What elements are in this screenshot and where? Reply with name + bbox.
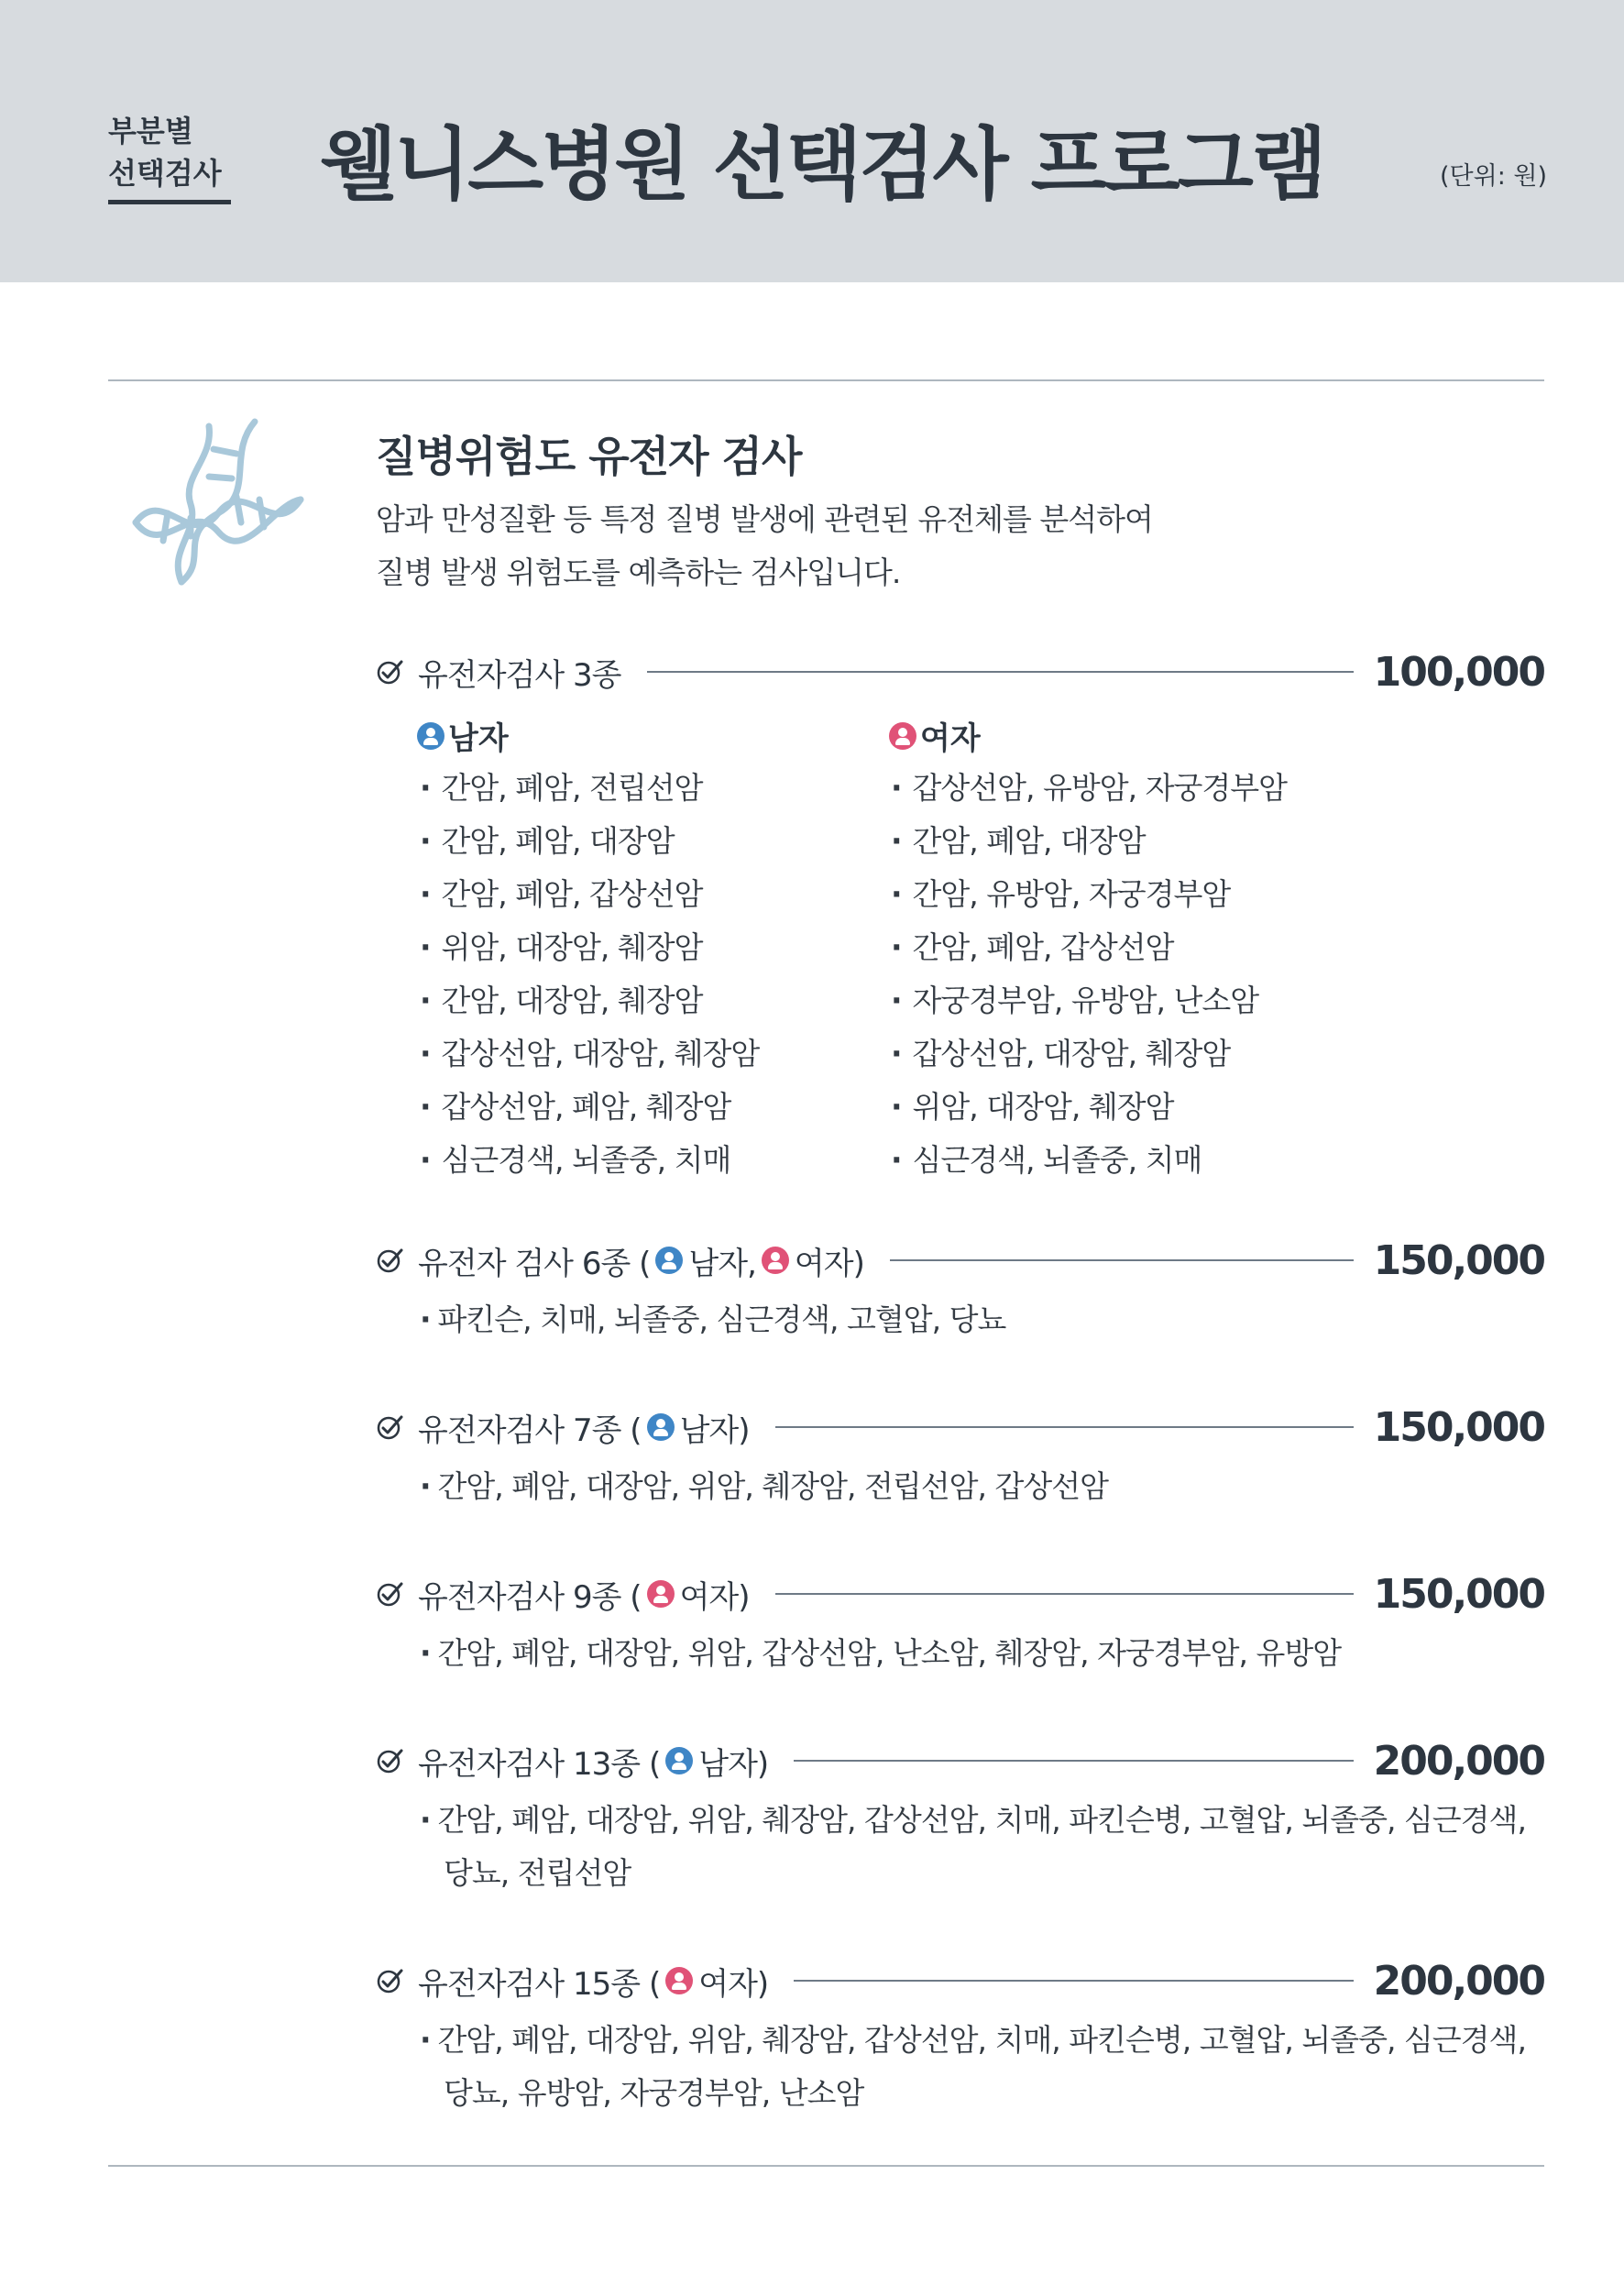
test-item-name: 유전자 검사 6종 ( xyxy=(418,1245,651,1282)
test-item-title xyxy=(418,1739,768,1784)
test-item-3 xyxy=(376,647,1544,697)
category-label-line2: 선택검사 xyxy=(108,156,222,191)
list-item: · 위암, 대장암, 췌장암 xyxy=(420,921,759,974)
test-item-name: 유전자검사 13종 ( xyxy=(418,1745,661,1783)
bottom-divider xyxy=(108,2165,1544,2167)
section-desc-line2: 질병 발생 위험도를 예측하는 검사입니다. xyxy=(376,555,901,590)
leader-line xyxy=(794,1760,1353,1762)
female-heading-label: 여자 xyxy=(920,720,981,757)
page-header xyxy=(0,0,1624,282)
male-person-icon xyxy=(655,1247,683,1274)
male-heading xyxy=(417,713,509,758)
female-label: 여자) xyxy=(794,1245,864,1282)
male-test-list xyxy=(420,762,759,1187)
male-heading-label: 남자 xyxy=(448,720,509,757)
list-item: · 간암, 폐암, 대장암 xyxy=(891,815,1287,868)
female-person-icon xyxy=(647,1580,675,1608)
female-heading xyxy=(889,713,981,758)
list-item: · 갑상선암, 대장암, 췌장암 xyxy=(420,1027,759,1081)
test-item-title xyxy=(418,1405,750,1450)
test-item-body: · 간암, 폐암, 대장암, 위암, 췌장암, 갑상선암, 치매, 파킨슨병, 고혈압, 뇌졸중, 심근경색, 당뇨, 유방암, 자궁경부암, 난소암 xyxy=(420,2022,1526,2111)
check-icon xyxy=(376,657,405,687)
test-item-contents: 간암, 폐암, 대장암, 위암, 갑상선암, 난소암, 췌장암, 자궁경부암, 유방암 xyxy=(437,1635,1342,1671)
test-item-price: 200,000 xyxy=(1373,1737,1544,1785)
top-divider xyxy=(108,379,1544,381)
list-item: · 간암, 폐암, 갑상선암 xyxy=(420,868,759,921)
section-description xyxy=(376,493,1153,599)
check-icon xyxy=(376,1246,405,1275)
test-item-body: · 간암, 폐암, 대장암, 위암, 췌장암, 전립선암, 갑상선암 xyxy=(420,1468,1108,1504)
test-item-name: 유전자검사 7종 ( xyxy=(418,1412,642,1449)
female-label: 여자) xyxy=(698,1965,769,2003)
test-item-price: 150,000 xyxy=(1373,1570,1544,1618)
test-item-6 xyxy=(376,1236,1544,1285)
leader-line xyxy=(890,1259,1354,1261)
test-item-name: 유전자검사 9종 ( xyxy=(418,1578,642,1616)
test-item-contents: 간암, 폐암, 대장암, 위암, 췌장암, 전립선암, 갑상선암 xyxy=(437,1468,1108,1504)
leader-line xyxy=(794,1980,1353,1982)
list-item: · 갑상선암, 대장암, 췌장암 xyxy=(891,1027,1287,1081)
test-item-13 xyxy=(376,1736,1544,1785)
test-item-title: 유전자검사 3종 xyxy=(418,656,621,694)
test-item-body: · 파킨슨, 치매, 뇌졸중, 심근경색, 고혈압, 당뇨 xyxy=(420,1302,1006,1337)
male-person-icon xyxy=(417,722,444,750)
test-item-contents: 간암, 폐암, 대장암, 위암, 췌장암, 갑상선암, 치매, 파킨슨병, 고혈압, 뇌졸중, 심근경색, 당뇨, 유방암, 자궁경부암, 난소암 xyxy=(437,2022,1526,2111)
female-label: 여자) xyxy=(679,1578,750,1616)
test-item-body: · 간암, 폐암, 대장암, 위암, 갑상선암, 난소암, 췌장암, 자궁경부암, 유방암 xyxy=(420,1635,1342,1671)
leader-line xyxy=(647,671,1354,673)
list-item: · 간암, 유방암, 자궁경부암 xyxy=(891,868,1287,921)
male-person-icon xyxy=(647,1413,675,1441)
female-test-list xyxy=(891,762,1287,1187)
page-title: 웰니스병원 선택검사 프로그램 xyxy=(321,119,1324,211)
list-item: · 간암, 폐암, 전립선암 xyxy=(420,762,759,815)
check-icon xyxy=(376,1412,405,1442)
category-label xyxy=(108,110,222,194)
leader-line xyxy=(775,1593,1354,1595)
list-item: · 심근경색, 뇌졸중, 치매 xyxy=(891,1134,1287,1187)
test-item-title xyxy=(418,1238,864,1283)
test-item-7 xyxy=(376,1402,1544,1452)
test-item-title xyxy=(418,1959,768,2004)
test-item-name: 유전자검사 15종 ( xyxy=(418,1965,661,2003)
section-title: 질병위험도 유전자 검사 xyxy=(376,432,802,481)
list-item: · 갑상선암, 유방암, 자궁경부암 xyxy=(891,762,1287,815)
test-item-price: 150,000 xyxy=(1373,1403,1544,1451)
list-item: · 갑상선암, 폐암, 췌장암 xyxy=(420,1081,759,1134)
test-item-9 xyxy=(376,1569,1544,1619)
check-icon xyxy=(376,1746,405,1775)
female-person-icon xyxy=(762,1247,789,1274)
list-item: · 자궁경부암, 유방암, 난소암 xyxy=(891,974,1287,1027)
section-desc-line1: 암과 만성질환 등 특정 질병 발생에 관련된 유전체를 분석하여 xyxy=(376,501,1153,537)
dna-icon xyxy=(126,412,310,596)
male-label: 남자) xyxy=(679,1412,750,1449)
list-item: · 간암, 폐암, 대장암 xyxy=(420,815,759,868)
check-icon xyxy=(376,1966,405,1995)
test-item-price: 150,000 xyxy=(1373,1236,1544,1284)
male-person-icon xyxy=(665,1747,693,1774)
male-label: 남자) xyxy=(698,1745,769,1783)
test-item-title xyxy=(418,1572,750,1617)
check-icon xyxy=(376,1579,405,1609)
category-underline xyxy=(108,200,231,204)
test-item-body: · 간암, 폐암, 대장암, 위암, 췌장암, 갑상선암, 치매, 파킨슨병, 고혈압, 뇌졸중, 심근경색, 당뇨, 전립선암 xyxy=(420,1802,1526,1891)
list-item: · 위암, 대장암, 췌장암 xyxy=(891,1081,1287,1134)
unit-label: (단위: 원) xyxy=(1440,162,1547,191)
test-item-price: 100,000 xyxy=(1373,648,1544,696)
test-item-15 xyxy=(376,1956,1544,2005)
leader-line xyxy=(775,1426,1354,1428)
list-item: · 간암, 대장암, 췌장암 xyxy=(420,974,759,1027)
male-label: 남자, xyxy=(688,1245,756,1282)
test-item-contents: 파킨슨, 치매, 뇌졸중, 심근경색, 고혈압, 당뇨 xyxy=(437,1302,1006,1337)
list-item: · 심근경색, 뇌졸중, 치매 xyxy=(420,1134,759,1187)
category-label-line1: 부분별 xyxy=(108,114,193,148)
test-item-contents: 간암, 폐암, 대장암, 위암, 췌장암, 갑상선암, 치매, 파킨슨병, 고혈압, 뇌졸중, 심근경색, 당뇨, 전립선암 xyxy=(437,1802,1526,1891)
female-person-icon xyxy=(889,722,916,750)
list-item: · 간암, 폐암, 갑상선암 xyxy=(891,921,1287,974)
test-item-price: 200,000 xyxy=(1373,1957,1544,2005)
female-person-icon xyxy=(665,1967,693,1994)
